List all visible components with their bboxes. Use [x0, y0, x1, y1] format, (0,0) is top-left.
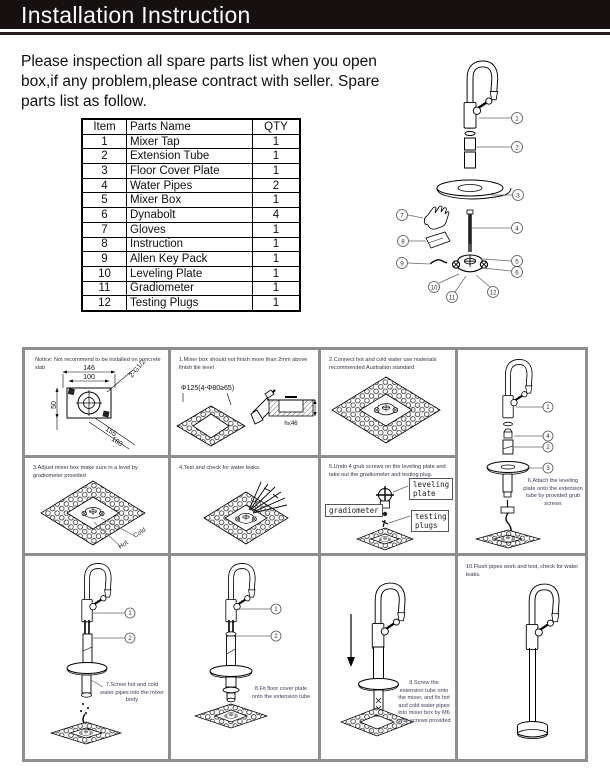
step-caption: 4.Test and check for water leaks. — [179, 465, 261, 471]
callout-3 — [543, 463, 553, 473]
spare-parts-table — [81, 118, 301, 312]
leveling-plate-label: leveling plate — [409, 478, 453, 500]
step-panel-8 — [171, 556, 318, 759]
svg-text:7: 7 — [400, 212, 404, 220]
table-row: 4 Water Pipes 2 — [82, 178, 300, 193]
table-row: 2 Extension Tube 1 — [82, 149, 300, 164]
table-row: 12 Testing Plugs 1 — [82, 296, 300, 311]
svg-text:146: 146 — [83, 365, 95, 372]
intro-paragraph: Please inspection all spare parts list when you open box,if any problem,please contract with seller. Spare parts list as follow. — [21, 53, 380, 111]
faucet-exploded-diagram — [383, 42, 605, 320]
exploded-assembly-drawing — [458, 350, 585, 553]
callout-2 — [271, 631, 281, 641]
mixer-box-part — [452, 255, 487, 272]
step-panel-7 — [25, 556, 168, 759]
svg-text:9: 9 — [400, 260, 404, 268]
table-row: 11 Gradiometer 1 — [82, 281, 300, 296]
callout-1 — [271, 604, 281, 614]
callout-6 — [512, 267, 523, 278]
callout-1 — [543, 402, 553, 412]
callout-1 — [125, 608, 135, 618]
gloves-part — [424, 206, 449, 229]
svg-text:100: 100 — [83, 374, 95, 381]
svg-text:1: 1 — [546, 404, 550, 412]
step-caption: Notice: Not recommend to be installed on concrete slab — [35, 357, 161, 371]
svg-text:12: 12 — [489, 289, 497, 297]
table-row: 10 Leveling Plate 1 — [82, 266, 300, 281]
step-panel-3 — [25, 458, 168, 553]
depth-label: h≤46 — [284, 421, 298, 427]
hot-label: Hot — [117, 539, 130, 551]
callout-12 — [488, 287, 499, 298]
installation-steps-grid — [22, 347, 588, 762]
callout-3 — [513, 190, 524, 201]
callout-2 — [512, 142, 523, 153]
step-caption: 5.Undo 4 grub screws on the leveling plate and take out the gradiometer and testing plug. — [329, 464, 446, 478]
svg-text:4: 4 — [515, 225, 519, 233]
callout-11 — [447, 292, 458, 303]
svg-text:2: 2 — [546, 444, 550, 452]
callout-2 — [543, 442, 553, 452]
table-row: 5 Mixer Box 1 — [82, 193, 300, 208]
testing-plugs-label: testing plugs — [411, 510, 449, 532]
step-panel-1 — [171, 350, 318, 455]
svg-text:2: 2 — [128, 635, 132, 643]
svg-text:6: 6 — [515, 269, 519, 277]
step-caption: 3.Adjust mixer box make sure in a level by gradiometer provided — [33, 465, 138, 479]
svg-text:10: 10 — [430, 284, 438, 292]
hole-dimension-label: Φ125(4-Φ80≥65) — [181, 385, 235, 392]
gradiometer-label: gradiometer — [325, 504, 383, 517]
step-panel-2 — [321, 350, 455, 455]
pipes-into-mixer-drawing — [25, 556, 168, 759]
table-row: 8 Instruction 1 — [82, 237, 300, 252]
step-caption: 6.Attach the leveling plate onto the extension tube by provided grub screws — [523, 478, 583, 507]
svg-text:4: 4 — [546, 433, 550, 441]
title-bar — [0, 0, 610, 29]
table-row: 7 Gloves 1 — [82, 222, 300, 237]
table-row: 9 Allen Key Pack 1 — [82, 252, 300, 267]
callout-4 — [512, 223, 523, 234]
svg-text:155: 155 — [103, 425, 118, 439]
col-header-parts-name: Parts Name — [127, 119, 253, 134]
screw-extension-drawing — [321, 556, 455, 759]
step-caption: 1.Mixer box should not finish more than 2mm above finish tile level — [179, 357, 308, 371]
step-caption: 2.Connect hot and cold water use materials recommended Australian standard — [329, 357, 437, 371]
step-caption: 9.Screw the extension tube onto the mixer, and fix hot and cold water pipes into mixer box by M6 grub screws provided — [397, 680, 451, 724]
svg-text:11: 11 — [448, 294, 456, 302]
svg-text:3: 3 — [546, 465, 550, 473]
cover-plate-drawing — [171, 556, 318, 759]
table-row: 3 Floor Cover Plate 1 — [82, 164, 300, 179]
col-header-item: Item — [82, 119, 127, 134]
svg-text:2-G1/2: 2-G1/2 — [128, 358, 148, 380]
step-panel-9 — [321, 556, 455, 759]
step-panel-notice — [25, 350, 168, 455]
section-drawing — [267, 397, 315, 427]
svg-text:1: 1 — [274, 606, 278, 614]
svg-text:180: 180 — [109, 435, 124, 449]
step-caption: 10.Flush pipes work and test, check for water leaks. — [466, 564, 579, 578]
svg-text:1: 1 — [515, 115, 519, 123]
callout-4 — [543, 431, 553, 441]
title-divider — [0, 32, 610, 35]
svg-text:1: 1 — [128, 610, 132, 618]
page-title: Installation Instruction — [21, 2, 251, 28]
table-row: 1 Mixer Tap 1 — [82, 134, 300, 149]
table-header-row — [82, 119, 300, 134]
svg-text:2: 2 — [515, 144, 519, 152]
callout-2 — [125, 633, 135, 643]
callout-8 — [398, 236, 409, 247]
down-arrow — [347, 657, 355, 667]
step-panel-4 — [171, 458, 318, 553]
step-panel-5 — [321, 458, 455, 553]
svg-text:5: 5 — [515, 258, 519, 266]
svg-text:8: 8 — [401, 238, 405, 246]
step-caption: 7.Screw hot and cold water pipes into the mixer body — [100, 682, 164, 704]
callout-5 — [512, 256, 523, 267]
allen-key-part — [430, 260, 447, 264]
svg-text:3: 3 — [516, 192, 520, 200]
callout-10 — [429, 282, 440, 293]
finished-faucet-drawing — [458, 556, 585, 759]
step-caption: 8.Fit floor cover plate onto the extension tube — [251, 686, 311, 700]
callout-7 — [397, 210, 408, 221]
step-panel-10 — [458, 556, 585, 759]
svg-text:50: 50 — [51, 401, 58, 409]
cold-label: Cold — [132, 526, 148, 540]
callout-9 — [397, 258, 408, 269]
callout-1 — [512, 113, 523, 124]
col-header-qty: QTY — [253, 119, 301, 134]
svg-text:2: 2 — [274, 633, 278, 641]
step-panel-6 — [458, 350, 585, 553]
table-row: 6 Dynabolt 4 — [82, 208, 300, 223]
instruction-sheet-part — [426, 232, 450, 248]
